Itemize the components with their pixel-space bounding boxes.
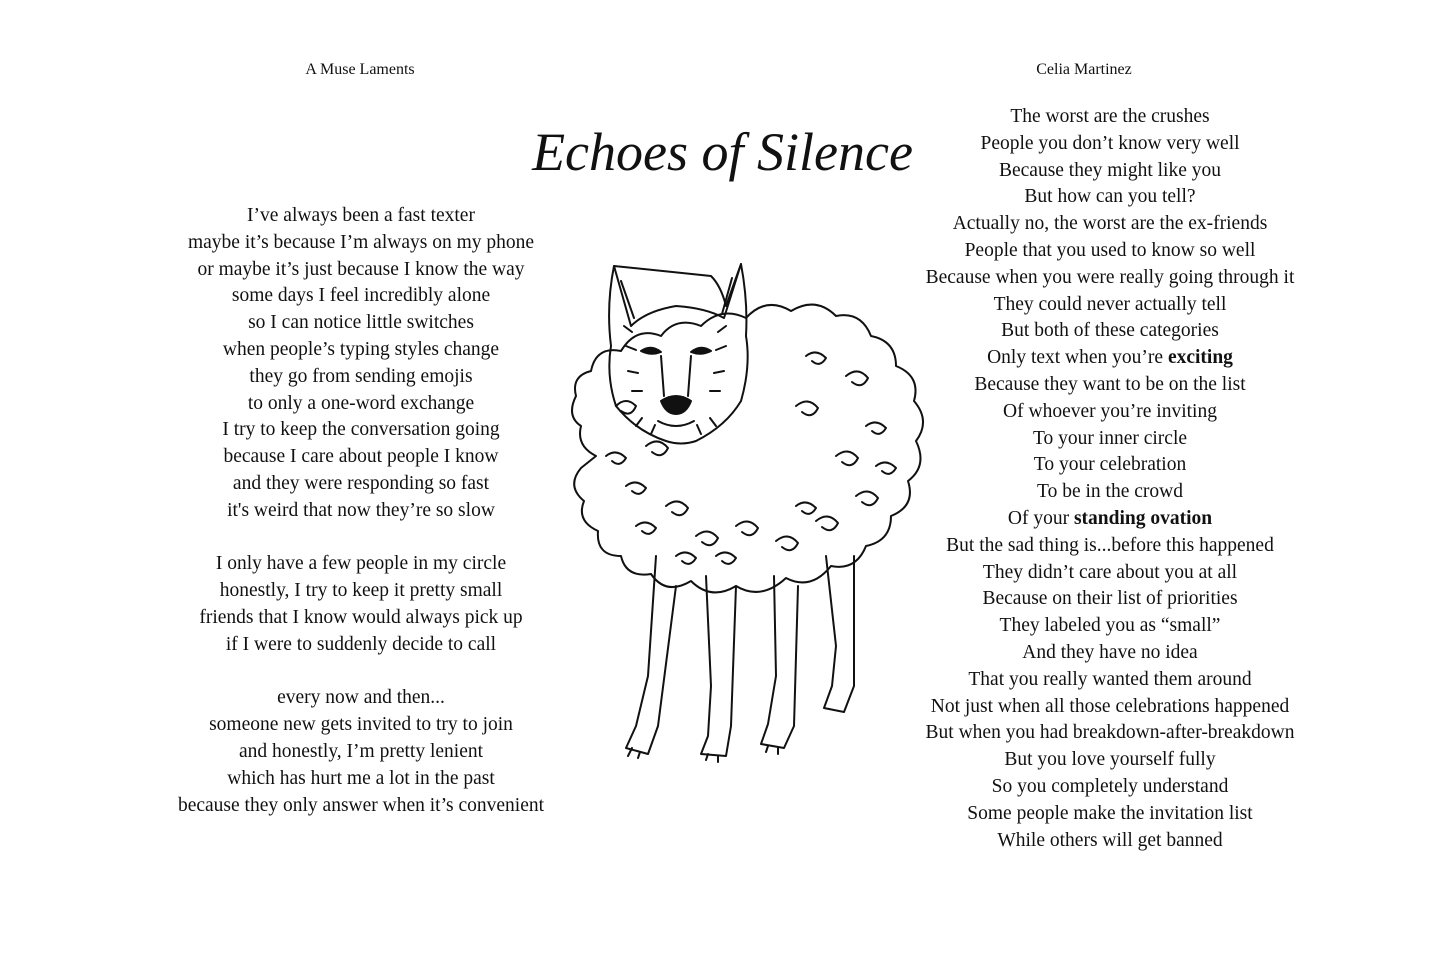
- stanza-break: [140, 525, 582, 552]
- poem-line: honestly, I try to keep it pretty small: [219, 580, 503, 602]
- poem-line-exciting: [895, 345, 1325, 372]
- poem-line: Actually no, the worst are the ex-friends: [952, 213, 1268, 235]
- poem-line: every now and then...: [277, 687, 445, 709]
- poem-line: and they were responding so fast: [232, 472, 490, 494]
- poem-line: They didn’t care about you at all: [982, 561, 1238, 583]
- poem-line: Because on their list of priorities: [982, 588, 1238, 610]
- poem-line: Not just when all those celebrations happened: [930, 695, 1290, 717]
- poem-line: People that you used to know so well: [964, 239, 1256, 261]
- poem-line: I only have a few people in my circle: [215, 553, 507, 575]
- poem-line: That you really wanted them around: [968, 668, 1252, 690]
- poem-line: To be in the crowd: [1037, 481, 1183, 503]
- poem-line: People you don’t know very well: [980, 132, 1240, 154]
- poem-line: I try to keep the conversation going: [222, 419, 500, 441]
- poem-line: They could never actually tell: [993, 293, 1227, 315]
- poem-left-column: [140, 203, 582, 819]
- poem-line: But when you had breakdown-after-breakdown: [925, 722, 1295, 744]
- poem-right-column: [895, 104, 1325, 854]
- poem-line: Because when you were really going through it: [925, 266, 1295, 288]
- poem-line: But how can you tell?: [1024, 186, 1196, 208]
- poem-line: someone new gets invited to try to join: [209, 714, 513, 736]
- poem-line: Some people make the invitation list: [967, 802, 1253, 824]
- poem-line: Of whoever you’re inviting: [1003, 400, 1217, 422]
- poem-line: because they only answer when it’s convenient: [177, 794, 545, 816]
- poem-line: if I were to suddenly decide to call: [225, 633, 497, 655]
- bold-word-exciting: exciting: [1167, 347, 1233, 369]
- poem-line: But the sad thing is...before this happened: [946, 534, 1274, 556]
- poem-line: They labeled you as “small”: [999, 615, 1221, 637]
- poem-line: some days I feel incredibly alone: [231, 285, 491, 307]
- wolf-in-sheeps-clothing-illustration: [536, 256, 936, 766]
- header-author-name: Celia Martinez: [1036, 61, 1132, 78]
- poem-line: it's weird that now they’re so slow: [227, 499, 495, 521]
- poem-line: The worst are the crushes: [1010, 106, 1210, 127]
- stanza-1: [140, 203, 582, 525]
- stanza-2: [140, 551, 582, 658]
- poem-line: to only a one-word exchange: [247, 392, 475, 414]
- poem-line: But you love yourself fully: [1004, 749, 1216, 771]
- poem-line: To your celebration: [1033, 454, 1187, 476]
- poem-line: friends that I know would always pick up: [199, 606, 523, 628]
- poem-line: when people’s typing styles change: [222, 338, 500, 360]
- poem-line: or maybe it’s just because I know the way: [197, 258, 525, 280]
- poem-line-ovation: [895, 506, 1325, 533]
- poem-line: they go from sending emojis: [249, 365, 473, 387]
- poem-title: Echoes of Silence: [532, 122, 913, 182]
- poem-line: because I care about people I know: [223, 446, 499, 468]
- poem-line: Because they want to be on the list: [974, 373, 1246, 395]
- poem-line: To your inner circle: [1032, 427, 1188, 449]
- poem-line: which has hurt me a lot in the past: [227, 767, 495, 789]
- bold-words-standing-ovation: standing ovation: [1073, 507, 1213, 529]
- poem-line: maybe it’s because I’m always on my phone: [187, 231, 535, 253]
- poem-line: Because they might like you: [998, 159, 1222, 181]
- poem-line: But both of these categories: [1001, 320, 1219, 342]
- poem-line: So you completely understand: [991, 775, 1229, 797]
- poem-line: And they have no idea: [1022, 641, 1198, 663]
- stanza-break: [140, 659, 582, 686]
- poem-line: While others will get banned: [997, 829, 1223, 851]
- line-prefix: Only text when you’re: [987, 347, 1168, 369]
- line-prefix: Of your: [1007, 507, 1074, 529]
- stanza-3: [140, 685, 582, 819]
- header-collection-name: A Muse Laments: [305, 61, 415, 78]
- poem-line: and honestly, I’m pretty lenient: [238, 740, 484, 762]
- poem-line: so I can notice little switches: [248, 312, 474, 334]
- poem-line: I’ve always been a fast texter: [247, 205, 475, 226]
